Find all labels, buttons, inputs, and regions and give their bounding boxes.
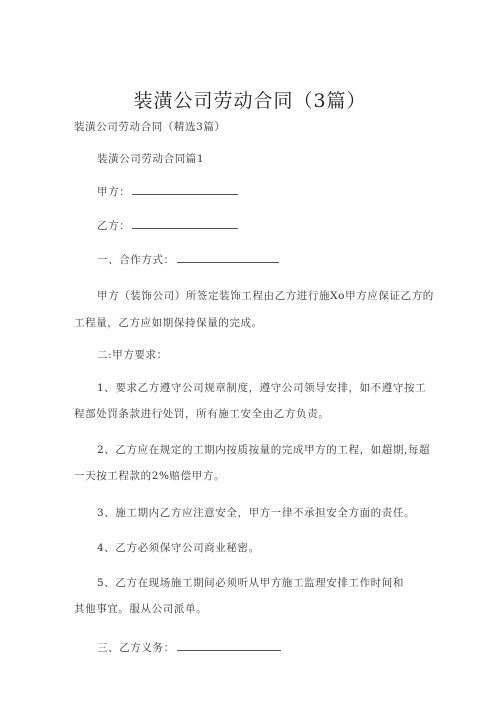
req1-line1: 1、要求乙方遵守公司规章制度，遵守公司领导安排，如不遵守按工	[97, 382, 427, 394]
clause3-heading-line	[97, 640, 281, 655]
req2-line1: 2、乙方应在规定的工期内按质按量的完成甲方的工程，如超期,每超	[97, 444, 431, 456]
party-a-line	[97, 184, 238, 199]
req2-line2: 一天按工程款的2%赔偿甲方。	[74, 470, 226, 482]
section-heading: 装潢公司劳动合同篇1	[97, 153, 205, 165]
req1-line2: 程部处罚条款进行处罚，所有施工安全由乙方负责。	[74, 408, 330, 420]
party-b-line	[97, 218, 238, 233]
clause1-heading-line	[97, 252, 279, 267]
party-b-blank	[132, 218, 238, 229]
clause1-heading: 一、合作方式：	[97, 254, 175, 266]
clause3-blank	[177, 640, 281, 651]
clause1-text-line1: 甲方（装饰公司）所签定装饰工程由乙方进行施Xo甲方应保证乙方的	[97, 290, 434, 302]
clause2-heading: 二:甲方要求：	[97, 349, 168, 361]
party-b-label: 乙方：	[97, 220, 131, 232]
req5-line2: 其他事宜。服从公司派单。	[74, 603, 208, 615]
document-title: 装潢公司劳动合同（3篇）	[133, 90, 367, 112]
party-a-blank	[132, 184, 238, 195]
req5-line1: 5、乙方在现场施工期间必须听从甲方施工监理安排工作时间和	[97, 577, 404, 589]
clause1-text-line2: 工程量，乙方应如期保持保量的完成。	[74, 317, 263, 329]
party-a-label: 甲方：	[97, 186, 131, 198]
clause3-heading: 三、乙方义务：	[97, 642, 175, 654]
clause1-blank	[177, 252, 279, 263]
req4: 4、乙方必须保守公司商业秘密。	[97, 542, 260, 554]
req3: 3、施工期内乙方应注意安全，甲方一律不承担安全方面的责任。	[97, 507, 416, 519]
document-subtitle: 装潢公司劳动合同（精选3篇）	[74, 121, 226, 133]
